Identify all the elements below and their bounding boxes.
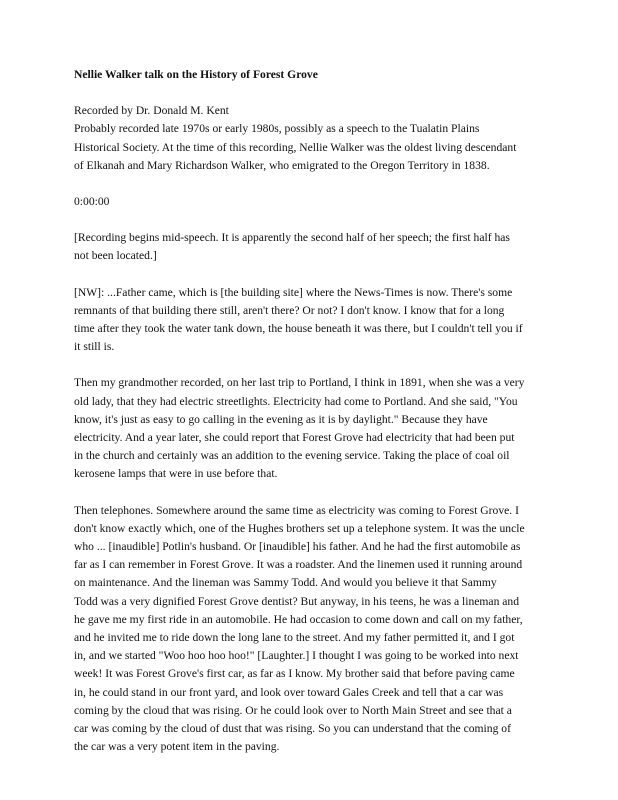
text-line: who ... [inaudible] Potlin's husband. Or [inaudible] his father. And he had the first automobile as xyxy=(74,540,521,554)
editor-note-paragraph xyxy=(74,229,554,265)
document-title: Nellie Walker talk on the History of Forest Grove xyxy=(74,68,318,81)
text-line: Todd was a very dignified Forest Grove dentist? But anyway, in his teens, he was a lineman and xyxy=(74,594,520,608)
text-line: Recorded by Dr. Donald M. Kent xyxy=(74,104,229,118)
text-line: remnants of that building there still, aren't there? Or not? I don't know. I know that for a long xyxy=(74,303,505,317)
text-line: old lady, that they had electric streetlights. Electricity had come to Portland. And she said, "You xyxy=(74,394,518,408)
text-line: far as I can remember in Forest Grove. It was a roadster. And the linemen used it running around xyxy=(74,558,523,572)
text-line: [Recording begins mid-speech. It is apparently the second half of her speech; the first half has xyxy=(74,231,510,245)
text-line: in, he could stand in our front yard, and look over toward Gales Creek and tell that a car was xyxy=(74,685,504,699)
timestamp: 0:00:00 xyxy=(74,195,110,209)
text-line: don't know exactly which, one of the Hughes brothers set up a telephone system. It was the uncle xyxy=(74,521,525,535)
transcript-paragraph xyxy=(74,374,554,483)
text-line: Then my grandmother recorded, on her last trip to Portland, I think in 1891, when she was a very xyxy=(74,376,525,390)
text-line: electricity. And a year later, she could report that Forest Grove had electricity that had been put xyxy=(74,431,515,445)
text-line: the car was a very potent item in the paving. xyxy=(74,740,280,754)
text-line: and he invited me to ride down the long lane to the street. And my father permitted it, and I got xyxy=(74,631,515,645)
text-line: in, and we started "Woo hoo hoo hoo!" [Laughter.] I thought I was going to be worked into next xyxy=(74,649,519,663)
text-line: coming by the cloud that was rising. Or he could look over to North Main Street and see that a xyxy=(74,703,512,717)
text-line: time after they took the water tank down, the house beneath it was there, but I couldn't tell you if xyxy=(74,322,523,336)
transcript-paragraph xyxy=(74,502,554,757)
transcript-paragraph xyxy=(74,284,554,357)
text-line: Historical Society. At the time of this recording, Nellie Walker was the oldest living descendant xyxy=(74,140,517,154)
text-line: [NW]: ...Father came, which is [the building site] where the News-Times is now. There's some xyxy=(74,285,513,299)
text-line: it still is. xyxy=(74,340,115,354)
text-line: know, it's just as easy to go calling in the evening as it is by daylight." Because they have xyxy=(74,412,488,426)
text-line: week! It was Forest Grove's first car, as far as I know. My brother said that before paving came xyxy=(74,667,515,681)
text-line: not been located.] xyxy=(74,249,157,263)
text-line: car was coming by the cloud of dust that was rising. So you can understand that the coming of xyxy=(74,722,511,736)
text-line: kerosene lamps that were in use before that. xyxy=(74,467,278,481)
document-page xyxy=(74,66,554,775)
text-line: Then telephones. Somewhere around the same time as electricity was coming to Forest Grove. I xyxy=(74,503,519,517)
text-line: in the church and certainly was an addition to the evening service. Taking the place of coal oil xyxy=(74,449,510,463)
timestamp-paragraph xyxy=(74,193,554,211)
text-line: Probably recorded late 1970s or early 1980s, possibly as a speech to the Tualatin Plains xyxy=(74,122,480,136)
recording-info-paragraph xyxy=(74,102,554,175)
text-line: he gave me my first ride in an automobile. He had occasion to come down and call on my father, xyxy=(74,612,523,626)
text-line: on maintenance. And the lineman was Sammy Todd. And would you believe it that Sammy xyxy=(74,576,497,590)
text-line: of Elkanah and Mary Richardson Walker, who emigrated to the Oregon Territory in 1838. xyxy=(74,158,490,172)
